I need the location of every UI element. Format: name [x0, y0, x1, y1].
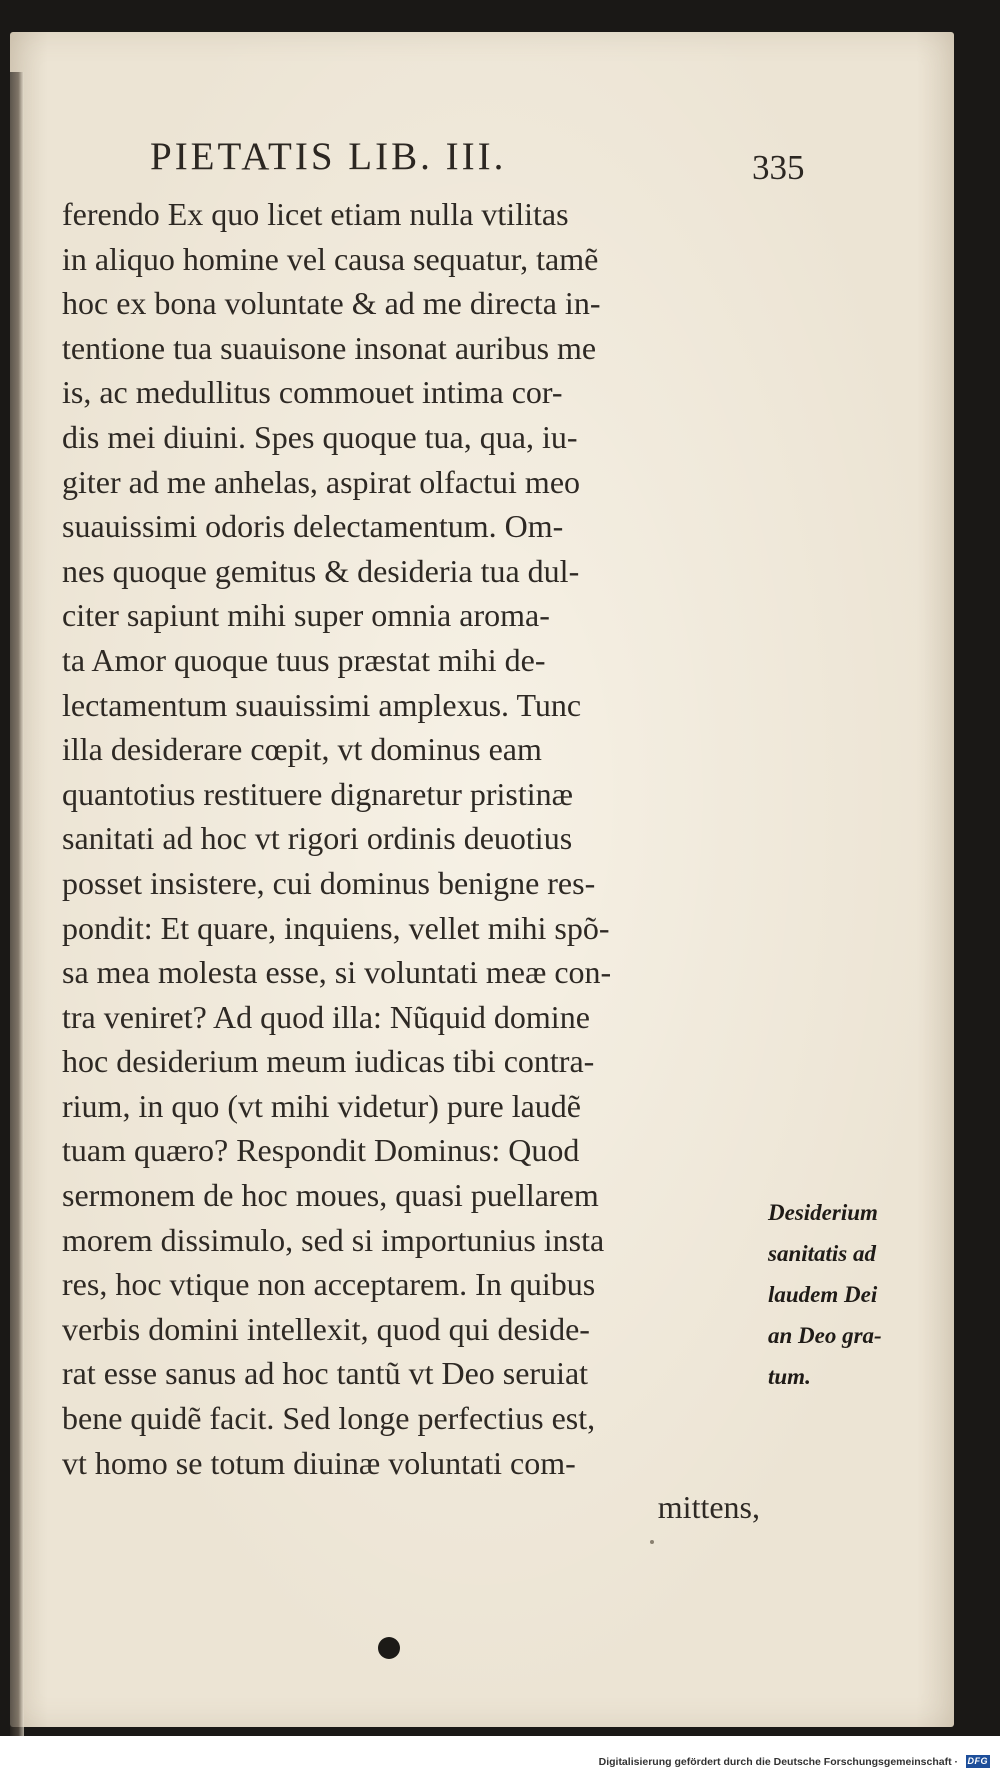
text-line: sermonem de hoc moues, quasi puellarem: [62, 1177, 599, 1214]
text-line: vt homo se totum diuinæ voluntati com-: [62, 1444, 576, 1481]
text-line: hoc desiderium meum iudicas tibi contra-: [62, 1043, 595, 1080]
text-line: sanitati ad hoc vt rigori ordinis deuotius: [62, 820, 573, 857]
marginal-note-line: tum.: [768, 1364, 811, 1389]
text-line: rat esse sanus ad hoc tantũ vt Deo seruiat: [62, 1355, 589, 1392]
text-line: tentione tua suauisone insonat auribus me: [62, 329, 597, 366]
text-line: tuam quæro? Respondit Dominus: Quod: [62, 1132, 580, 1169]
text-line: verbis domini intellexit, quod qui deside-: [62, 1310, 590, 1347]
text-line: bene quidẽ facit. Sed longe perfectius est,: [62, 1400, 596, 1437]
text-line: lectamentum suauissimi amplexus. Tunc: [62, 686, 582, 723]
text-line: is, ac medullitus commouet intima cor-: [62, 374, 563, 411]
text-line: tra veniret? Ad quod illa: Nũquid domine: [62, 998, 590, 1035]
ink-dot: [378, 1637, 400, 1659]
text-line: nes quoque gemitus & desideria tua dul-: [62, 552, 580, 589]
text-line: hoc ex bona voluntate & ad me directa in-: [62, 285, 601, 322]
text-line: dis mei diuini. Spes quoque tua, qua, iu-: [62, 418, 578, 455]
text-line: pondit: Et quare, inquiens, vellet mihi spõ-: [62, 909, 610, 946]
marginal-note-line: laudem Dei: [768, 1282, 878, 1307]
body-text: [62, 192, 762, 1530]
marginal-note-line: sanitatis ad: [768, 1241, 877, 1266]
text-line: morem dissimulo, sed si importunius insta: [62, 1221, 605, 1258]
funding-credit: Digitalisierung gefördert durch die Deutsche Forschungsgemeinschaft ·: [598, 1756, 958, 1768]
text-line: citer sapiunt mihi super omnia aroma-: [62, 597, 550, 634]
text-line: illa desiderare cœpit, vt dominus eam: [62, 731, 542, 768]
text-line: quantotius restituere dignaretur pristinæ: [62, 775, 573, 812]
marginal-note: [768, 1192, 948, 1397]
digitization-footer: [0, 1736, 1000, 1776]
text-line: posset insistere, cui dominus benigne res-: [62, 864, 596, 901]
text-line: sa mea molesta esse, si voluntati meæ con-: [62, 954, 612, 991]
catchword: mittens,: [657, 1489, 760, 1526]
dfg-logo: DFG: [967, 1756, 988, 1766]
text-line: ta Amor quoque tuus præstat mihi de-: [62, 641, 546, 678]
text-line: res, hoc vtique non acceptarem. In quibus: [62, 1266, 596, 1303]
text-line: giter ad me anhelas, aspirat olfactui meo: [62, 463, 581, 500]
text-line: in aliquo homine vel causa sequatur, tamẽ: [62, 240, 599, 277]
running-head: PIETATIS LIB. III.: [150, 135, 507, 178]
marginal-note-line: Desiderium: [768, 1200, 878, 1225]
paper-speck: [650, 1540, 654, 1544]
page-number: 335: [752, 148, 805, 187]
text-line: suauissimi odoris delectamentum. Om-: [62, 508, 564, 545]
text-line: rium, in quo (vt mihi videtur) pure laudẽ: [62, 1087, 581, 1124]
marginal-note-line: an Deo gra-: [768, 1323, 882, 1348]
text-line: ferendo Ex quo licet etiam nulla vtilitas: [62, 196, 569, 232]
page-gutter-shadow: [10, 72, 24, 1762]
